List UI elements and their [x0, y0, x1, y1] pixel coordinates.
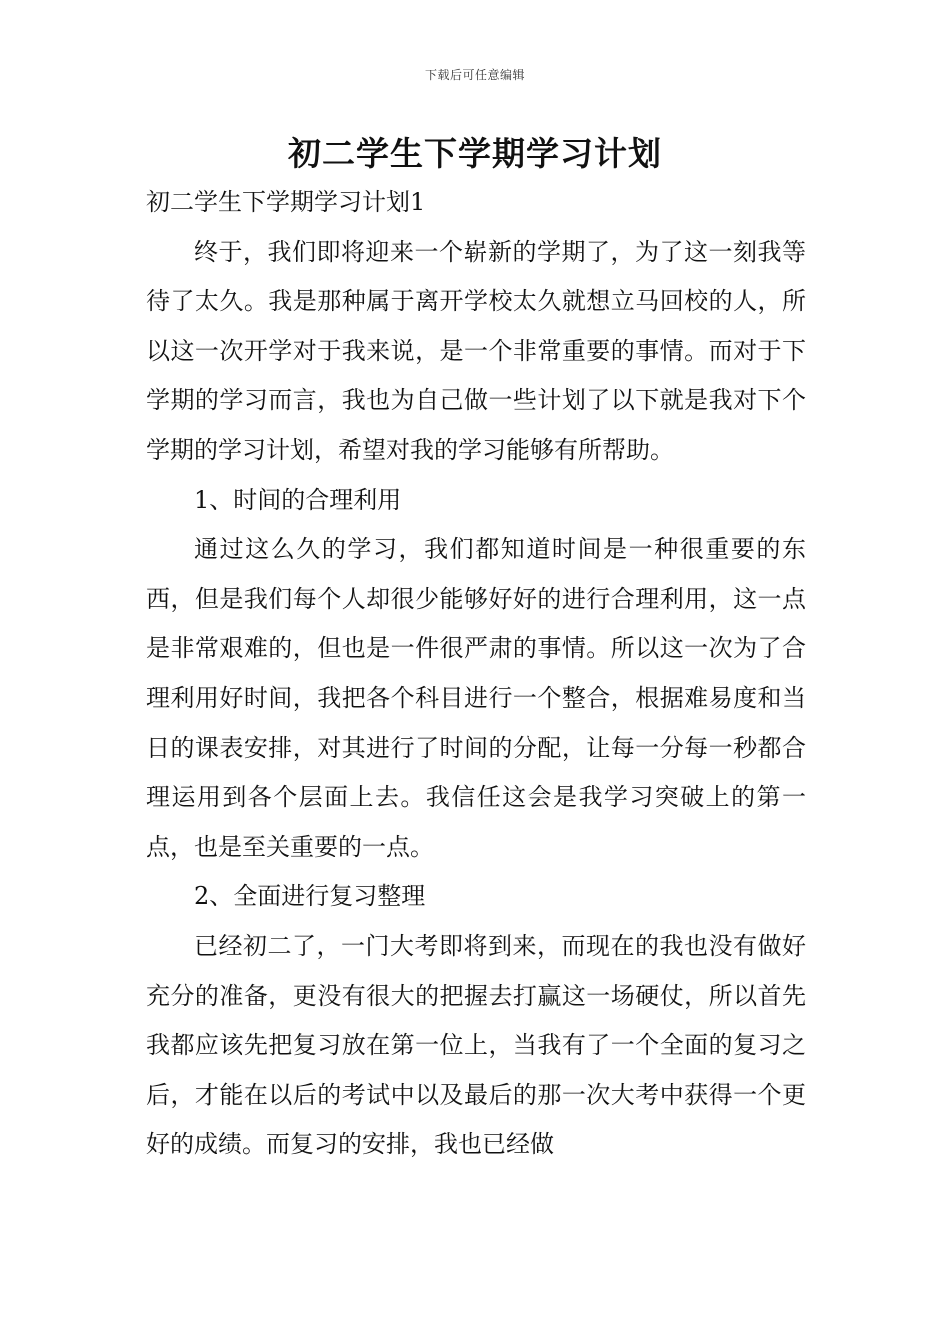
section-1-paragraph: 通过这么久的学习，我们都知道时间是一种很重要的东西，但是我们每个人却很少能够好好的进行合理利用，这一点是非常艰难的，但也是一件很严肃的事情。所以这一次为了合理利用好时间，我把各个科目进行一个整合，根据难易度和当日的课表安排，对其进行了时间的分配，让每一分每一秒都合理运用到各个层面上去。我信任这会是我学习突破上的第一点，也是至关重要的一点。	[146, 535, 806, 861]
subtitle: 初二学生下学期学习计划1	[146, 188, 426, 216]
header-note: 下载后可任意编辑	[424, 68, 525, 82]
document-title: 初二学生下学期学习计划	[288, 134, 662, 173]
section-heading-2: 2、全面进行复习整理	[194, 882, 426, 911]
section-heading-1: 1、时间的合理利用	[194, 485, 402, 514]
section-2-paragraph: 已经初二了，一门大考即将到来，而现在的我也没有做好充分的准备，更没有很大的把握去打赢这一场硬仗，所以首先我都应该先把复习放在第一位上，当我有了一个全面的复习之后，才能在以后的考试中以及最后的那一次大考中获得一个更好的成绩。而复习的安排，我也已经做	[146, 931, 806, 1159]
document-body	[146, 178, 806, 1170]
intro-paragraph: 终于，我们即将迎来一个崭新的学期了，为了这一刻我等待了太久。我是那种属于离开学校太久就想立马回校的人，所以这一次开学对于我来说，是一个非常重要的事情。而对于下学期的学习而言，我也为自己做一些计划了以下就是我对下个学期的学习计划，希望对我的学习能够有所帮助。	[146, 237, 806, 464]
